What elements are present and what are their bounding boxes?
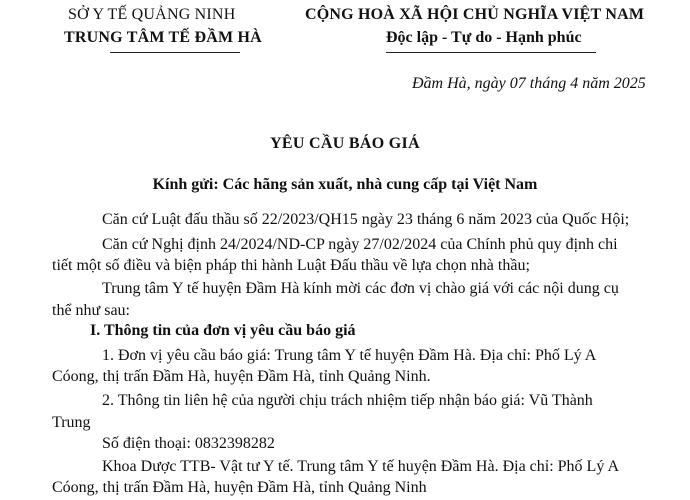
body-line: Cóong, thị trấn Đầm Hà, huyện Đầm Hà, tỉnh Quảng Ninh — [52, 479, 427, 496]
body-line: Khoa Dược TTB- Vật tư Y tế. Trung tâm Y tế huyện Đầm Hà. Địa chỉ: Phố Lý A — [102, 458, 619, 475]
body-line: Trung tâm Y tế huyện Đầm Hà kính mời các đơn vị chào giá với các nội dung cụ — [102, 280, 619, 297]
header-right-underline — [386, 52, 596, 53]
body-line: tiết một số điều và biện pháp thi hành Luật Đấu thầu về lựa chọn nhà thầu; — [52, 257, 530, 274]
body-line: 1. Đơn vị yêu cầu báo giá: Trung tâm Y tế huyện Đầm Hà. Địa chỉ: Phố Lý A — [102, 347, 597, 364]
recipient-line: Kính gửi: Các hãng sản xuất, nhà cung cấp tại Việt Nam — [152, 176, 538, 193]
national-title: CỘNG HOÀ XÃ HỘI CHỦ NGHĨA VIỆT NAM — [305, 6, 645, 23]
place-date-line: Đầm Hà, ngày 07 tháng 4 năm 2025 — [412, 75, 646, 92]
section-heading: I. Thông tin của đơn vị yêu cầu báo giá — [90, 322, 356, 339]
body-line: Căn cứ Nghị định 24/2024/ND-CP ngày 27/02/2024 của Chính phủ quy định chi — [102, 236, 618, 253]
body-line: Trung — [52, 414, 91, 431]
body-line: thể như sau: — [52, 302, 130, 319]
body-line: Cóong, thị trấn Đầm Hà, huyện Đầm Hà, tỉnh Quảng Ninh. — [52, 368, 431, 385]
phone-line: Số điện thoại: 0832398282 — [102, 435, 275, 452]
body-line: Căn cứ Luật đấu thầu số 22/2023/QH15 ngày 23 tháng 6 năm 2023 của Quốc Hội; — [102, 211, 630, 228]
issuing-organization: TRUNG TÂM TẾ ĐẦM HÀ — [64, 29, 262, 46]
national-motto: Độc lập - Tự do - Hạnh phúc — [386, 29, 582, 46]
document-title: YÊU CẦU BÁO GIÁ — [270, 135, 420, 152]
body-line: 2. Thông tin liên hệ của người chịu trách nhiệm tiếp nhận báo giá: Vũ Thành — [102, 392, 593, 409]
issuing-department: SỞ Y TẾ QUẢNG NINH — [68, 6, 236, 23]
header-left-underline — [110, 52, 240, 53]
